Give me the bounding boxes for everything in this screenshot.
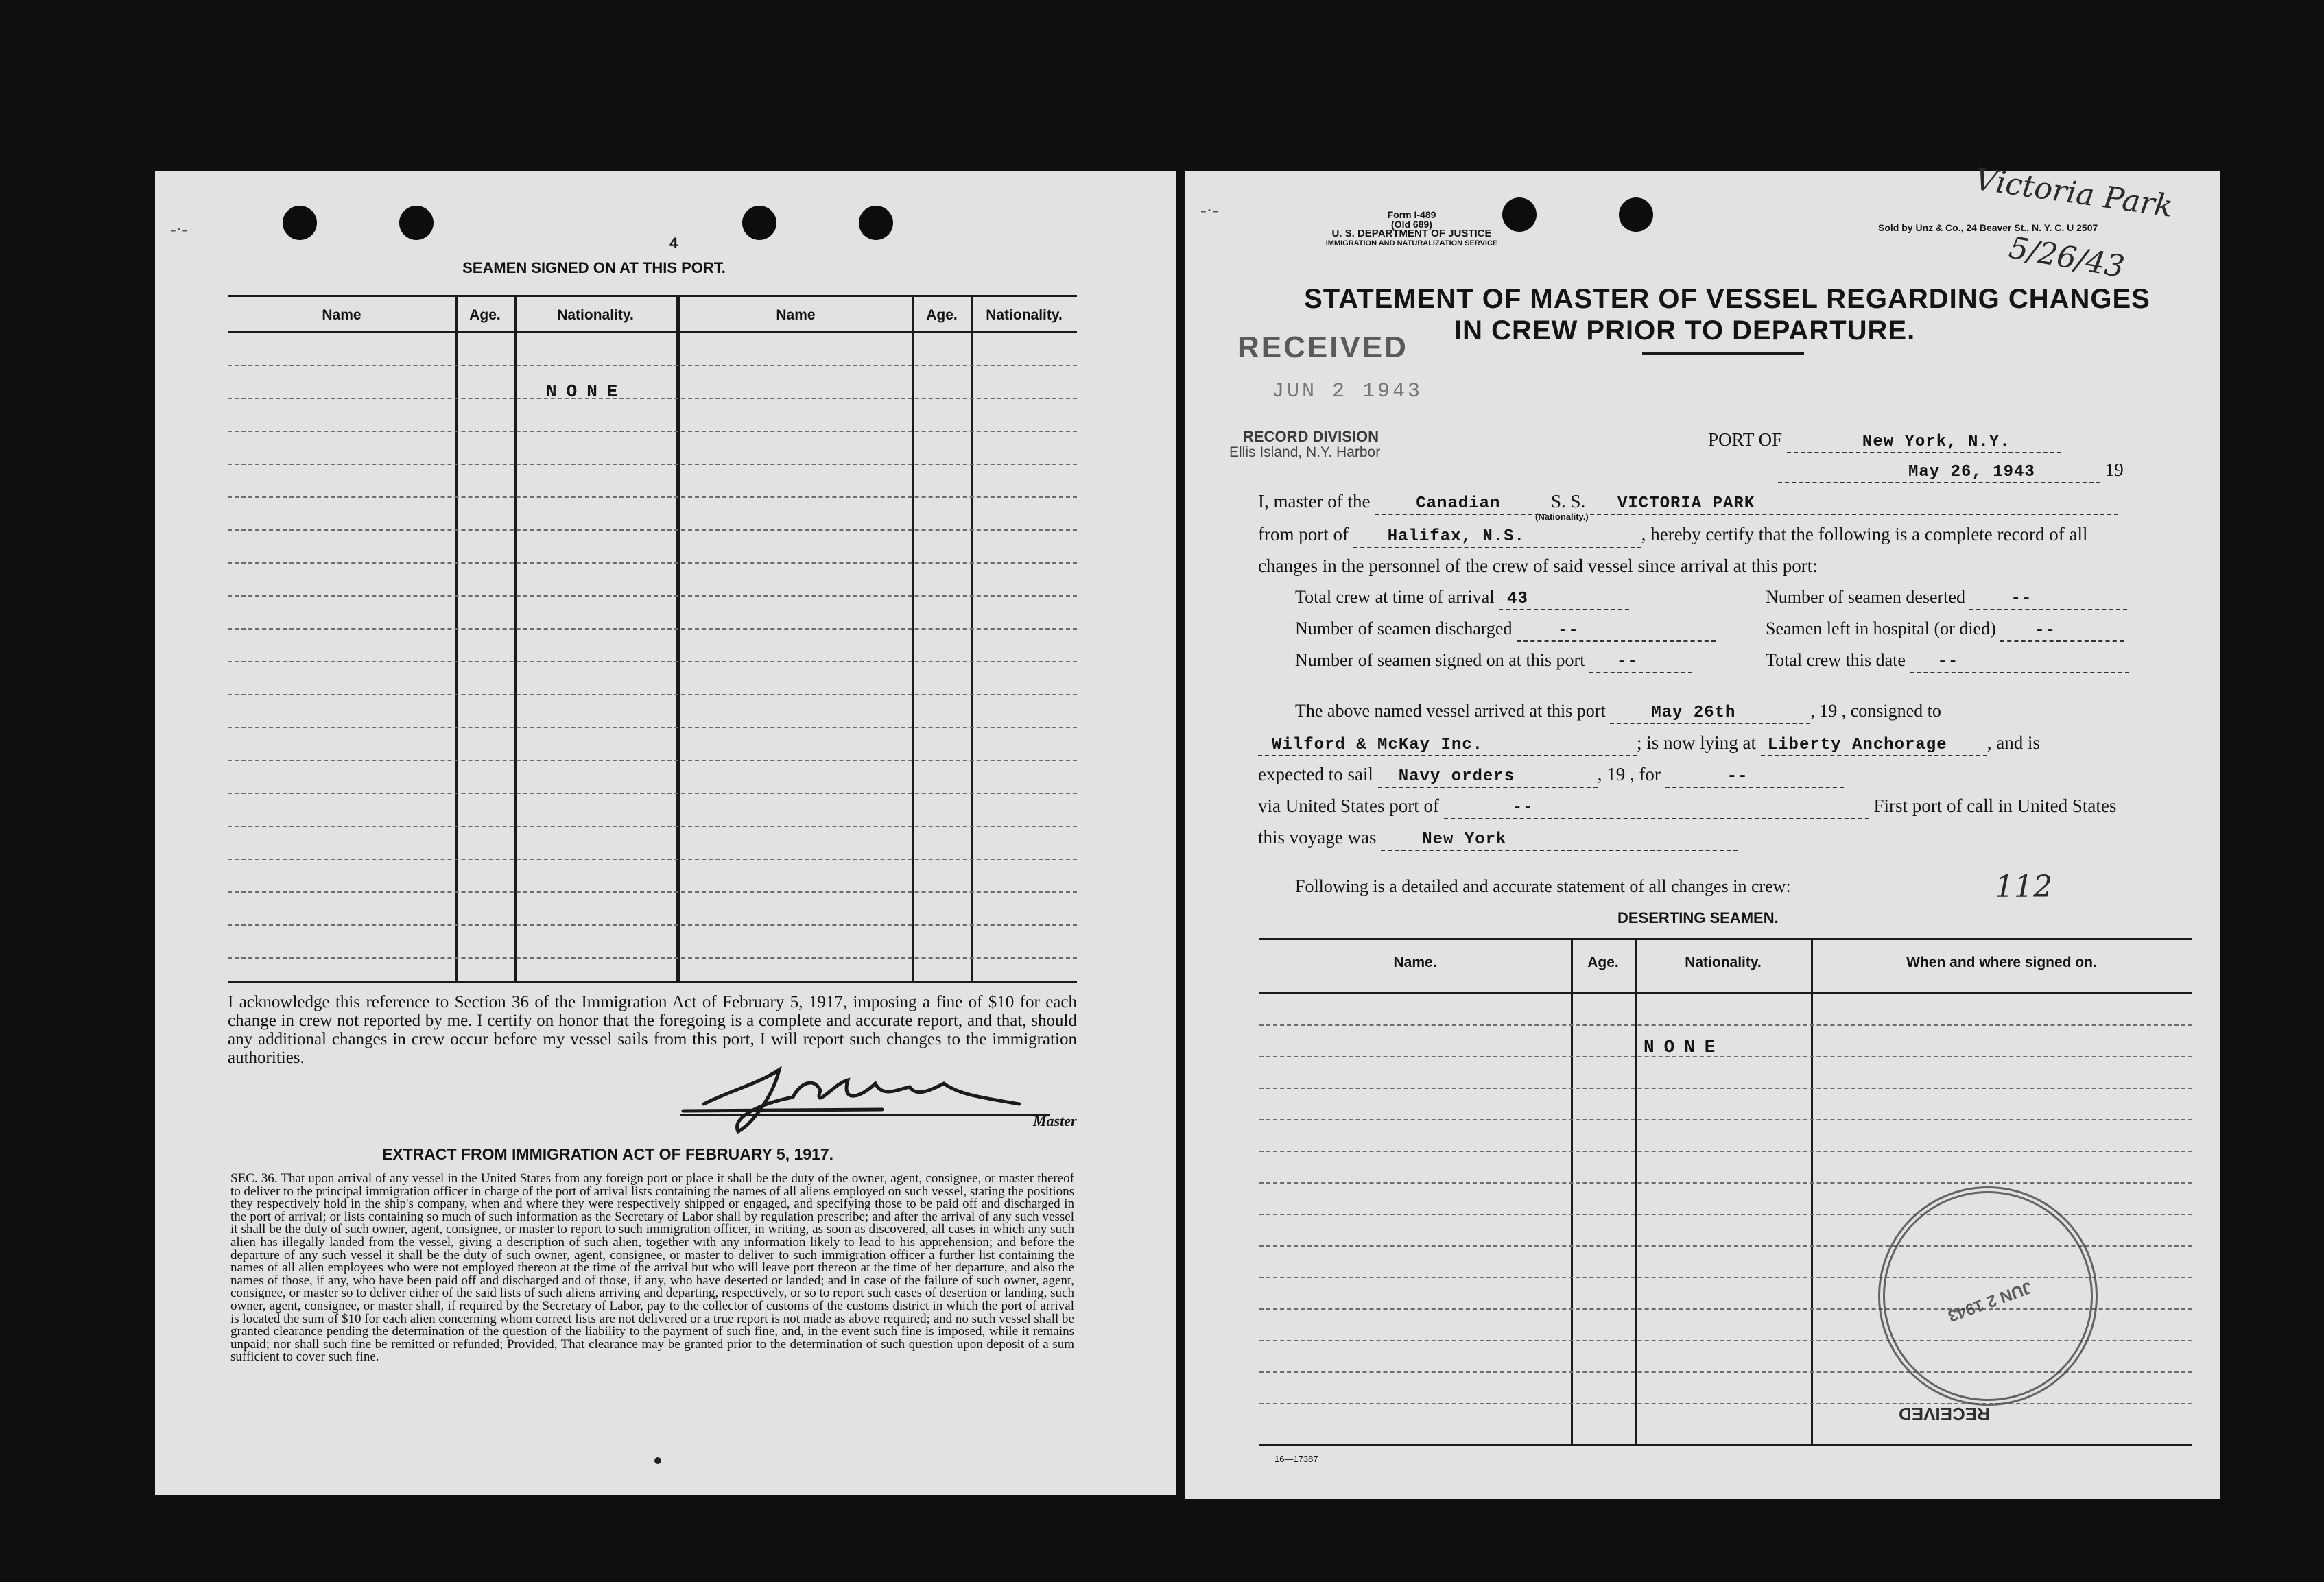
- handwritten-number: 112: [1995, 870, 2052, 904]
- table-row: [228, 727, 1077, 728]
- punch-hole: [1619, 197, 1653, 232]
- column-header-nationality: Nationality.: [1685, 955, 1762, 970]
- table-row: [1259, 1182, 2192, 1184]
- vessel-name-field: VICTORIA PARK: [1590, 494, 2118, 515]
- table-entry: NONE: [546, 381, 628, 402]
- date-line: [1778, 459, 2124, 483]
- year-suffix: 19: [2104, 459, 2124, 480]
- total-crew-line: [1295, 587, 1629, 610]
- signed-on-label: Number of seamen signed on at this port: [1295, 650, 1585, 670]
- expected-line: [1258, 764, 2191, 788]
- column-header-nationality: Nationality.: [986, 307, 1063, 323]
- voyage-field: New York: [1381, 830, 1738, 851]
- punch-hole: [283, 206, 317, 240]
- table-row: [228, 398, 1077, 399]
- pencil-mark: -·-: [1200, 200, 1218, 220]
- from-port-line: [1258, 524, 2191, 548]
- column-header-name: Name: [322, 307, 361, 323]
- from-port-field: Halifax, N.S.: [1353, 527, 1641, 548]
- total-date-field: --: [1910, 653, 2129, 673]
- discharged-field: --: [1517, 621, 1716, 642]
- hospital-field: --: [2000, 621, 2124, 642]
- consigned-label: , 19 , consigned to: [1810, 701, 1941, 721]
- total-crew-field: 43: [1499, 590, 1629, 610]
- discharged-line: [1295, 619, 1716, 642]
- for-field: --: [1665, 767, 1844, 788]
- table-row: [228, 431, 1077, 432]
- expected-field: Navy orders: [1378, 767, 1598, 788]
- arrived-label: The above named vessel arrived at this port: [1295, 701, 1606, 721]
- changes-text: changes in the personnel of the crew of said vessel since arrival at this port:: [1258, 555, 1818, 576]
- port-line: [1708, 429, 2061, 453]
- handwritten-vessel-name: Victoria Park: [1972, 162, 2175, 224]
- lying-field: Liberty Anchorage: [1761, 736, 1987, 756]
- form-header: [1302, 210, 1521, 248]
- voyage-label: this voyage was: [1258, 827, 1377, 848]
- table-row: [228, 793, 1077, 794]
- table-entry: NONE: [1644, 1037, 1725, 1057]
- form-title-line2: IN CREW PRIOR TO DEPARTURE.: [1454, 315, 1916, 346]
- table-row: [228, 595, 1077, 597]
- table-row: [228, 496, 1077, 498]
- via-field: --: [1444, 799, 1869, 819]
- round-stamp-date: JUN 2 1943: [1945, 1278, 2035, 1326]
- footer-code: 16—17387: [1274, 1454, 1318, 1464]
- pencil-mark: -·-: [170, 219, 188, 239]
- deserting-title: DESERTING SEAMEN.: [1617, 909, 1779, 926]
- table-row: [228, 562, 1077, 564]
- table-row: [1259, 1403, 2192, 1404]
- column-header-name: Name: [776, 307, 816, 323]
- consignee-field: Wilford & McKay Inc.: [1258, 736, 1637, 756]
- column-header-nationality: Nationality.: [557, 307, 634, 323]
- column-header-age: Age.: [926, 307, 958, 323]
- expected-label: expected to sail: [1258, 764, 1373, 784]
- punch-hole: [399, 206, 434, 240]
- voyage-line: [1258, 827, 2191, 851]
- nationality-field: Canadian: [1375, 494, 1546, 515]
- seller-imprint: Sold by Unz & Co., 24 Beaver St., N. Y. C. U 2507: [1878, 222, 2098, 233]
- port-field: New York, N.Y.: [1787, 433, 2061, 453]
- column-header-signed-on: When and where signed on.: [1906, 955, 2097, 970]
- discharged-label: Number of seamen discharged: [1295, 619, 1513, 638]
- port-label: PORT OF: [1708, 429, 1783, 450]
- nationality-caption: (Nationality.): [1535, 512, 1589, 522]
- deserted-field: --: [1969, 590, 2127, 610]
- total-date-line: [1766, 650, 2129, 673]
- arrived-line: [1295, 701, 1941, 724]
- table-row: [228, 859, 1077, 860]
- signature-caption: Master: [1033, 1112, 1077, 1129]
- master-prefix: I, master of the: [1258, 491, 1371, 512]
- from-port-label: from port of: [1258, 524, 1349, 544]
- column-header-age: Age.: [469, 307, 501, 323]
- table-row: [228, 365, 1077, 366]
- following-text: Following is a detailed and accurate statement of all changes in crew:: [1295, 876, 1791, 896]
- table-row: [228, 760, 1077, 761]
- punch-hole: [859, 206, 893, 240]
- total-date-label: Total crew this date: [1766, 650, 1906, 670]
- table-row: [228, 957, 1077, 959]
- via-label: via United States port of: [1258, 795, 1439, 816]
- master-line: [1258, 491, 2191, 515]
- for-label: , 19 , for: [1597, 764, 1661, 784]
- stamp-received: RECEIVED: [1237, 331, 1408, 364]
- extract-text: SEC. 36. That upon arrival of any vessel in the United States from any foreign port or place it shall be the duty of the owner, agent, consignee, or master thereof to deliver to the principal immigration officer in charge of the port of arrival lists containing the names of all aliens employed on such vessel, stating the positions they respectively hold in the ship's company, when and where they were respectively shipped or engaged, and specifying those to be paid off and discharged in the port of arrival; or lists containing so much of such information as the Secretary of Labor shall by regulation prescribe; and after the arrival of any such vessel it shall be the duty of such owner, agent, consignee, or master to report to such immigration officer, in writing, as soon as discovered, all cases in which any such alien has illegally landed from the vessel, giving a description of such alien, together with any information likely to lead to his apprehension; and before the departure of any such vessel it shall be the duty of such owner, agent, consignee, or master to deliver to such immigration officer a further list containing the names of all alien employees who were not employed thereon at the time of the arrival but who will leave port thereon at the time of her departure, and also the names of those, if any, who have been paid off and discharged and of those, if any, who have deserted or landed; and in case of the failure of such owner, agent, consignee, or master so to deliver either of the said lists of such aliens arriving and departing, respectively, or so to report such cases of desertion or landing, such owner, agent, consignee, or master shall, if required by the Secretary of Labor, pay to the collector of customs of the customs district in which the port of arrival is located the sum of $10 for each alien concerning whom correct lists are not delivered or a true report is not made as above required; and no such vessel shall be granted clearance pending the determination of the question of the liability to the payment of such fine, and, in the event such fine is imposed, while it remains unpaid; nor shall such fine be remitted or refunded; Provided, That clearance may be granted prior to the determination of such question upon deposit of a sum sufficient to cover such fine.: [230, 1171, 1074, 1365]
- acknowledgement-text: I acknowledge this reference to Section 36 of the Immigration Act of February 5, 1917, imposing a fine of $10 for each change in crew not reported by me. I certify on honor that the foregoing is a complete and accurate report, and that, should any additional changes in crew occur before my vessel sails from this port, I will report such changes to the immigration authorities.: [228, 993, 1077, 1067]
- extract-title: EXTRACT FROM IMMIGRATION ACT OF FEBRUARY 5, 1917.: [381, 1145, 834, 1163]
- table-row: [1259, 1024, 2192, 1026]
- table-row: [228, 628, 1077, 630]
- form-number: Form I-489: [1387, 209, 1436, 220]
- column-header-name: Name.: [1393, 955, 1437, 970]
- table-row: [228, 924, 1077, 926]
- consignee-line: [1258, 732, 2191, 756]
- form-title: STATEMENT OF MASTER OF VESSEL REGARDING CHANGES: [1304, 284, 2150, 314]
- first-port-label: First port of call in United States: [1873, 795, 2117, 816]
- deserted-line: [1766, 587, 2127, 610]
- signed-on-line: [1295, 650, 1692, 673]
- right-page: [1185, 162, 2220, 1499]
- handwritten-date: 5/26/43: [2006, 230, 2127, 285]
- hospital-label: Seamen left in hospital (or died): [1766, 619, 1996, 638]
- lying-label: ; is now lying at: [1637, 732, 1756, 753]
- deserted-label: Number of seamen deserted: [1766, 587, 1965, 607]
- signed-on-field: --: [1589, 653, 1692, 673]
- table-row: [228, 661, 1077, 662]
- section-title: SEAMEN SIGNED ON AT THIS PORT.: [462, 259, 726, 276]
- via-line: [1258, 795, 2191, 819]
- total-crew-label: Total crew at time of arrival: [1295, 587, 1495, 607]
- table-row: [1259, 1088, 2192, 1089]
- round-stamp-label: RECEIVED: [1899, 1404, 1990, 1424]
- left-page: [155, 171, 1176, 1495]
- page-number: 4: [669, 235, 678, 252]
- table-row: [228, 464, 1077, 465]
- table-row: [228, 891, 1077, 893]
- ss-label: S. S.: [1550, 491, 1586, 512]
- certify-text: , hereby certify that the following is a complete record of all: [1641, 524, 2088, 544]
- hospital-line: [1766, 619, 2124, 642]
- stamp-location: Ellis Island, N.Y. Harbor: [1229, 444, 1381, 460]
- table-row: [228, 529, 1077, 531]
- table-row: [1259, 1056, 2192, 1057]
- table-row: [228, 826, 1077, 827]
- and-is-label: , and is: [1987, 732, 2040, 753]
- stamp-date: JUN 2 1943: [1272, 380, 1423, 403]
- round-stamp: [1847, 1155, 2129, 1437]
- master-signature: [676, 1056, 1033, 1138]
- table-row: [1259, 1151, 2192, 1152]
- column-header-age: Age.: [1587, 955, 1619, 970]
- form-old-number: (Old 689): [1391, 219, 1432, 230]
- punch-hole: [742, 206, 776, 240]
- arrived-field: May 26th: [1610, 704, 1810, 724]
- service: IMMIGRATION AND NATURALIZATION SERVICE: [1325, 239, 1498, 248]
- department: U. S. DEPARTMENT OF JUSTICE: [1331, 228, 1492, 239]
- table-row: [228, 694, 1077, 695]
- table-row: [1259, 1119, 2192, 1120]
- date-field: May 26, 1943: [1778, 463, 2100, 483]
- stamp-division: RECORD DIVISION: [1243, 428, 1379, 445]
